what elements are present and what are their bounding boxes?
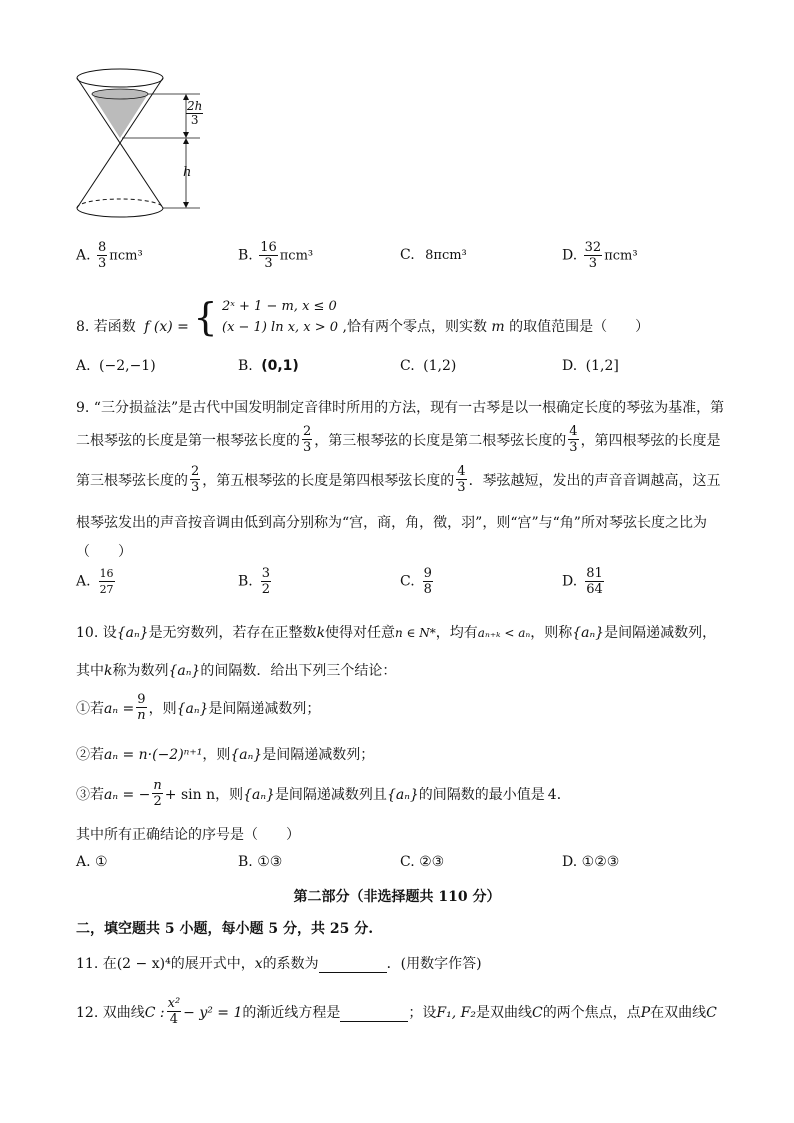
question-9-line-5: （ ） bbox=[76, 544, 132, 560]
piecewise-cases: 2ˣ + 1 − m, x ≤ 0 (x − 1) ln x, x > 0 bbox=[222, 299, 339, 335]
question-10-line-2: 其中k称为数列{aₙ}的间隔数．给出下列三个结论： bbox=[76, 663, 397, 679]
piecewise-brace: { bbox=[193, 295, 218, 339]
q7-option-b[interactable]: B. $\frac{16}{3}$ πcm³ bbox=[238, 240, 314, 271]
q7-option-a[interactable]: A. $\frac{8}{3}$ πcm³ bbox=[76, 240, 143, 271]
q9-option-d[interactable]: D. $\frac{81}{64}$ bbox=[562, 566, 603, 597]
part-2-title: 第二部分（非选择题共 110 分） bbox=[293, 889, 501, 905]
q8-option-a[interactable]: A. (−2,−1) bbox=[76, 358, 156, 374]
answer-blank[interactable] bbox=[319, 956, 387, 973]
q7-option-c[interactable]: C. 8πcm³ bbox=[400, 247, 467, 263]
question-8: 8. 若函数 f (x) = { 2ˣ + 1 − m, x ≤ 0 (x − 1) ln x, x > 0 ,恰有两个零点，则实数 m 的取值范围是（ ） bbox=[76, 295, 650, 339]
liquid-ellipse bbox=[92, 89, 148, 99]
label-2h-over-3: 2h 3 bbox=[187, 99, 203, 127]
question-10-statement-3: ③若aₙ = − $\frac{n}{2}$ + sin n，则{aₙ}是间隔递减数列且{aₙ}的间隔数的最小值是 4． bbox=[76, 778, 571, 809]
question-9-line-1: 9. “三分损益法”是古代中国发明制定音律时所用的方法，现有一古琴是以一根确定长度的琴弦为基准，第 bbox=[76, 400, 725, 416]
question-9-line-3: 第三根琴弦长度的 $\frac{2}{3}$ ，第五根琴弦的长度是第四根琴弦长度的 $\frac{4}{3}$ ．琴弦越短，发出的声音音调越高，这五 bbox=[76, 464, 721, 495]
q9-option-b[interactable]: B. $\frac{3}{2}$ bbox=[238, 566, 271, 597]
q9-option-c[interactable]: C. $\frac{9}{8}$ bbox=[400, 566, 432, 597]
question-12: 12. 双曲线C : $\frac{\text{x²}}{4}$ − y² = 1的渐近线方程是 ；设F₁, F₂是双曲线C的两个焦点，点P在双曲线C bbox=[76, 996, 717, 1027]
question-10-prompt: 其中所有正确结论的序号是（ ） bbox=[76, 827, 300, 843]
question-9-line-4: 根琴弦发出的声音按音调由低到高分别称为“宫，商，角，徵，羽”，则“宫”与“角”所对琴弦长度之比为 bbox=[76, 515, 707, 531]
q8-option-d[interactable]: D. (1,2] bbox=[562, 358, 619, 374]
q9-options bbox=[76, 566, 716, 606]
question-10-statement-1: ①若aₙ = $\frac{9}{n}$ ，则{aₙ}是间隔递减数列； bbox=[76, 692, 321, 723]
label-h: h bbox=[183, 165, 192, 180]
question-9-line-2: 二根琴弦的长度是第一根琴弦长度的 $\frac{2}{3}$ ，第三根琴弦的长度是第二根琴弦长度的 $\frac{4}{3}$ ，第四根琴弦的长度是 bbox=[76, 424, 721, 455]
double-cone-figure bbox=[70, 60, 220, 220]
answer-blank[interactable] bbox=[340, 1005, 408, 1022]
question-10-statement-2: ②若aₙ = n·(−2)ⁿ⁺¹，则{aₙ}是间隔递减数列； bbox=[76, 747, 375, 763]
q10-option-b[interactable]: B. ①③ bbox=[238, 854, 283, 870]
q10-option-c[interactable]: C. ②③ bbox=[400, 854, 445, 870]
top-ellipse bbox=[77, 69, 163, 87]
section-2-title: 二，填空题共 5 小题，每小题 5 分，共 25 分. bbox=[76, 921, 374, 937]
q8-option-b[interactable]: B. (0,1) bbox=[238, 358, 299, 374]
q10-option-a[interactable]: A. ① bbox=[76, 854, 108, 870]
question-10-line-1: 10. 设{aₙ}是无穷数列，若存在正整数k使得对任意n ∈ N*，均有aₙ₊ₖ < aₙ，则称{aₙ}是间隔递减数列， bbox=[76, 625, 717, 641]
q9-option-a[interactable]: A. $\frac{16}{27}$ bbox=[76, 567, 114, 596]
question-11: 11. 在(2 − x)⁴的展开式中，x的系数为 ．(用数字作答) bbox=[76, 956, 482, 972]
q8-option-c[interactable]: C. (1,2) bbox=[400, 358, 457, 374]
shaded-liquid bbox=[92, 94, 148, 138]
q10-option-d[interactable]: D. ①②③ bbox=[562, 854, 620, 870]
q8-options bbox=[76, 358, 716, 380]
q7-options bbox=[76, 240, 716, 274]
q7-option-d[interactable]: D. $\frac{32}{3}$ πcm³ bbox=[562, 240, 638, 271]
q10-options bbox=[76, 854, 716, 876]
